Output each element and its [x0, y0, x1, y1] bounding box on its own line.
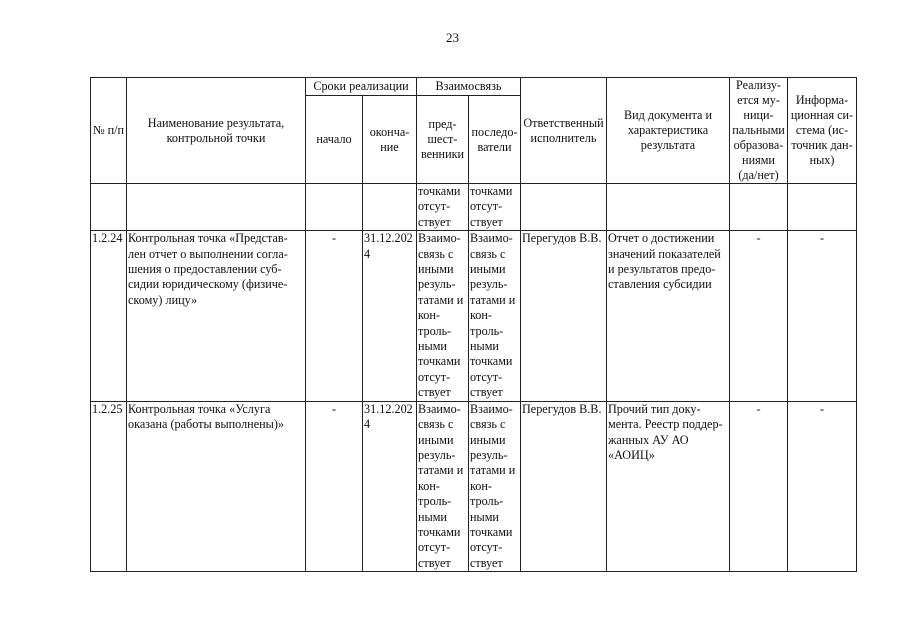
page-number: 23	[446, 30, 459, 45]
header-successors: последо- ватели	[469, 96, 521, 184]
cell-predecessors: точками отсут- ствует	[417, 184, 469, 231]
cell-successors: точками отсут- ствует	[469, 184, 521, 231]
cell-doc-type	[607, 184, 730, 231]
header-name: Наименование результата, контрольной точки	[127, 78, 306, 184]
results-table	[90, 77, 857, 572]
header-info-system: Информа- ционная си- стема (ис- точник дан- ных)	[788, 78, 857, 184]
cell-info-system: -	[788, 401, 857, 571]
header-responsible: Ответственный исполнитель	[521, 78, 607, 184]
header-municipal: Реализу- ется му- ници- пальными образова- ниями (да/нет)	[730, 78, 788, 184]
header-relations-group: Взаимосвязь	[417, 78, 521, 96]
cell-responsible: Перегудов В.В.	[521, 231, 607, 401]
header-start: начало	[306, 96, 363, 184]
table-row	[91, 184, 857, 231]
cell-doc-type: Отчет о достижении значений показателей и результатов предо- ставления субсидии	[607, 231, 730, 401]
table-row	[91, 401, 857, 571]
cell-end: 31.12.2024	[363, 401, 417, 571]
header-end: оконча- ние	[363, 96, 417, 184]
cell-start	[306, 184, 363, 231]
cell-successors: Взаимо- связь с иными резуль- татами и кон- троль- ными точками отсут- ствует	[469, 231, 521, 401]
cell-municipal: -	[730, 401, 788, 571]
cell-doc-type: Прочий тип доку- мента. Реестр поддер- жанных АУ АО «АОИЦ»	[607, 401, 730, 571]
header-predecessors: пред- шест- венники	[417, 96, 469, 184]
cell-predecessors: Взаимо- связь с иными резуль- татами и кон- троль- ными точками отсут- ствует	[417, 401, 469, 571]
cell-info-system	[788, 184, 857, 231]
cell-responsible	[521, 184, 607, 231]
cell-num	[91, 184, 127, 231]
cell-num: 1.2.24	[91, 231, 127, 401]
cell-municipal	[730, 184, 788, 231]
cell-responsible: Перегудов В.В.	[521, 401, 607, 571]
cell-start: -	[306, 401, 363, 571]
cell-predecessors: Взаимо- связь с иными резуль- татами и кон- троль- ными точками отсут- ствует	[417, 231, 469, 401]
table-row	[91, 231, 857, 401]
cell-info-system: -	[788, 231, 857, 401]
header-num: № п/п	[91, 78, 127, 184]
cell-successors: Взаимо- связь с иными резуль- татами и кон- троль- ными точками отсут- ствует	[469, 401, 521, 571]
header-terms-group: Сроки реализации	[306, 78, 417, 96]
cell-num: 1.2.25	[91, 401, 127, 571]
cell-municipal: -	[730, 231, 788, 401]
cell-end: 31.12.2024	[363, 231, 417, 401]
cell-start: -	[306, 231, 363, 401]
header-doc-type: Вид документа и характеристика результата	[607, 78, 730, 184]
cell-name: Контрольная точка «Услуга оказана (работы выполнены)»	[127, 401, 306, 571]
cell-name: Контрольная точка «Представ- лен отчет о выполнении согла- шения о предоставлении суб- сидии юридическому (физиче- скому) лицу»	[127, 231, 306, 401]
cell-name	[127, 184, 306, 231]
cell-end	[363, 184, 417, 231]
